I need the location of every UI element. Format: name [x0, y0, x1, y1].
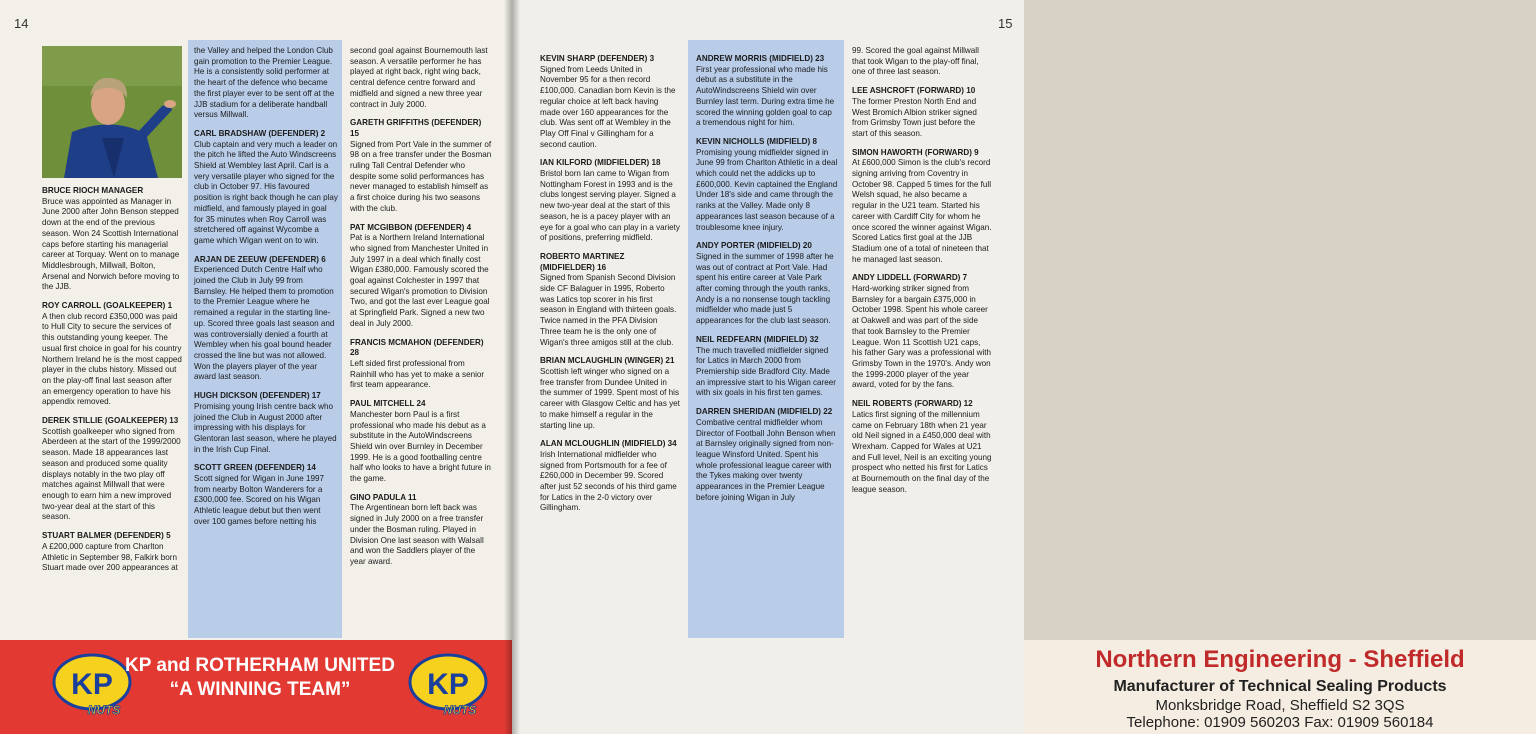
kp-logo-sub: NUTS	[87, 703, 121, 717]
profile-text: Signed from Leeds United in November 95 for a then record £100,000. Canadian born Kevin is the regular choice at left back having made over 160 appearances for the club. Was sent off at Wembley in the Play Off Final v Gillingham for a second caution.	[540, 64, 676, 149]
advert-tagline: Manufacturer of Technical Sealing Products	[1113, 678, 1447, 695]
page-gutter	[504, 0, 520, 734]
left-column-3	[350, 46, 492, 576]
profile-text: Combative central midfielder whom Director of Football John Benson when at Barnsley originally signed from non-league Winsford United. Spent his whole professional league career with the Tykes making over twenty appearances in the Premier League before joining Wigan in July	[696, 417, 836, 502]
profile-text: A then club record £350,000 was paid to Hull City to secure the services of this outstanding young keeper. The usual first choice in goal for his country Northern Ireland he is the most capped player in the clubs history. Missed out on the play-off final last season after an emergency operation to have his appendix removed.	[42, 311, 182, 407]
profile-continued	[194, 46, 338, 121]
kp-slogan-line-2: “A WINNING TEAM”	[169, 679, 351, 700]
profile-name: ARJAN DE ZEEUW (DEFENDER) 6	[194, 254, 326, 264]
profile-name: GINO PADULA 11	[350, 492, 417, 502]
profile-name: NEIL ROBERTS (FORWARD) 12	[852, 399, 973, 409]
profile-name: NEIL REDFEARN (MIDFIELD) 32	[696, 334, 819, 344]
profile-continued	[852, 46, 992, 78]
profile-text: 99. Scored the goal against Millwall that took Wigan to the play-off final, one of three last season.	[852, 46, 979, 77]
profile-text: The former Preston North End and West Bromich Albion striker signed from Grimsby Town just before the start of this season.	[852, 96, 977, 138]
profile-text: Left sided first professional from Rainhill who has yet to make a senior first team appearance.	[350, 358, 485, 390]
profile-text: Latics first signing of the millennium came on February 18th when 21 year old Neil signed in a £450,000 deal with Wrexham. Capped for Wales at U21 and Full level, Neil is an exciting young prospect who netted his first for Latics at Bournemouth on the final day of the league season.	[852, 409, 992, 494]
profile-name: LEE ASHCROFT (FORWARD) 10	[852, 86, 976, 96]
page-number: 14	[14, 16, 29, 31]
profile-text: Scott signed for Wigan in June 1997 from nearby Bolton Wanderers for a £300,000 fee. Scored on his Wigan Athletic league debut but then went over 100 games before netting his	[194, 474, 325, 526]
profile-text: Bruce was appointed as Manager in June 2000 after John Benson stepped down at the end of the previous season. Won 24 Scottish International caps before starting his managerial career at Torquay. Went on to manage Middlesbrough, Millwall, Bolton, Arsenal and Norwich before moving to the JJB.	[42, 196, 180, 292]
profile-text: Signed in the summer of 1998 after he was out of contract at Port Vale. Had spent his entire career at Vale Park after coming through the youth ranks, Andy is a no nonsense tough tackling midfielder who made just 5 appearances for the club last season.	[696, 251, 834, 326]
profile-text: Scottish goalkeeper who signed from Aberdeen at the start of the 1999/2000 season. Made 18 appearances last season and produced some quality displays notably in the two play off matches against Millwall that were enough to earn him a new improved two-year deal at the start of this season.	[42, 426, 181, 522]
profile-text: Pat is a Northern Ireland International who signed from Manchester United in July 1997 in a deal which finally cost Wigan £380,000. Famously scored the goal against Colchester in 1997 that secured Wigan's promotion to Division Two, and got the last ever League goal at Springfield Park. Signed a new two deal in July 2000.	[350, 233, 490, 328]
profile-text: Irish International midfielder who signed from Portsmouth for a fee of £260,000 in December 99. Scored after just 52 seconds of his third game for Latics in the 2-0 victory over Gillingham.	[540, 449, 677, 513]
advert-address: Monksbridge Road, Sheffield S2 3QS	[1155, 697, 1405, 714]
profile-text: Experienced Dutch Centre Half who joined the Club in July 99 from Barnsley. He helped them to promotion to the Premier League where he remained a regular in the starting line-up. Scored three goals last season and was controversially denied a fourth at Wembley when his goal bound header crossed the line but was not allowed. Won the players player of the year award last season.	[194, 265, 335, 382]
right-column-1	[540, 46, 680, 522]
profile-text: Scottish left winger who signed on a free transfer from Dundee United in the summer of 1999. Spent most of his career with Glasgow Celtic and has yet to make himself a regular in the starting line up.	[540, 366, 680, 430]
profile-text: Signed from Port Vale in the summer of 98 on a free transfer under the Bosman ruling Tall Central Defender who despite some solid performances has never managed to establish himself as a first choice during his two seasons with the club.	[350, 139, 492, 213]
profile-name: BRUCE RIOCH MANAGER	[42, 186, 144, 195]
profile-text: the Valley and helped the London Club gain promotion to the Premier League. He is a consistently solid performer at the heart of the defence who became the first player ever to be sent off at the JJB stadium for a deliberate handball versus Millwall.	[194, 46, 335, 120]
profile-text: Hard-working striker signed from Barnsley for a bargain £375,000 in October 1998. Spent his whole career at Oakwell and was part of the side that took Barnsley to the Premier League. Won 11 Scottish U21 caps, his father Gary was a professional with Grimsby Town in the 1970's. Andy won the 1999-2000 player of the year award, voted for by the fans.	[852, 284, 992, 390]
kp-nuts-logo	[408, 652, 488, 718]
profile-text: Promising young Irish centre back who joined the Club in August 2000 after impressing with his displays for Glentoran last season, where he played in the Irish Cup Final.	[194, 401, 337, 454]
profile-name: IAN KILFORD (MIDFIELDER) 18	[540, 158, 661, 168]
profile-name: SCOTT GREEN (DEFENDER) 14	[194, 463, 316, 473]
profile-name: STUART BALMER (DEFENDER) 5	[42, 531, 171, 541]
profile-text: second goal against Bournemouth last season. A versatile performer he has played at right back, right wing back, central defence centre forward and midfield and signed a new three year contract in July 2000.	[350, 46, 488, 109]
profile-text: The much travelled midfielder signed for Latics in March 2000 from Premiership side Bradford City. Made an impressive start to his Wigan career with six goals in his first ten games.	[696, 345, 836, 398]
profile-continued	[350, 46, 492, 110]
kp-logo-letters: KP	[427, 668, 469, 701]
profile-text: Bristol born Ian came to Wigan from Nottingham Forest in 1993 and is the clubs longest serving player. Signed a new two-year deal at the start of this season, he is a pacey player with an eye for a goal who can play in a variety of positions, preferring midfield.	[540, 169, 680, 243]
profile-name: KEVIN NICHOLLS (MIDFIELD) 8	[696, 136, 817, 146]
profile-text: Promising young midfielder signed in June 99 from Charlton Athletic in a deal which could net the addicks up to £600,000. Kevin captained the England Under 18's side and came through the ranks at the Valley. Made only 8 appearances last season because of a troublesome knee injury.	[696, 147, 838, 232]
profile-name: HUGH DICKSON (DEFENDER) 17	[194, 391, 321, 401]
profile-text: The Argentinean born left back was signed in July 2000 on a free transfer under the Bosman ruling. Played in Division One last season with Walsall and won the Saddlers player of the year award.	[350, 503, 484, 566]
profile-name: PAUL MITCHELL 24	[350, 399, 426, 409]
profile-name: ALAN MCLOUGHLIN (MIDFIELD) 34	[540, 439, 677, 449]
page-number: 15	[998, 16, 1013, 31]
profile-name: ROY CARROLL (GOALKEEPER) 1	[42, 301, 173, 311]
right-column-2	[696, 46, 838, 511]
profile-name: DARREN SHERIDAN (MIDFIELD) 22	[696, 407, 833, 417]
profile-name: KEVIN SHARP (DEFENDER) 3	[540, 54, 655, 63]
profile-name: CARL BRADSHAW (DEFENDER) 2	[194, 128, 326, 138]
profile-text: Signed from Spanish Second Division side CF Balaguer in 1995, Roberto was Latics top scorer in his first season in England with thirteen goals. Twice named in the PFA Division Three team he is the only one of Wigan's three amigos still at the club.	[540, 273, 677, 347]
profile-name: FRANCIS MCMAHON (DEFENDER) 28	[350, 337, 484, 358]
kp-slogan-line-1: KP and ROTHERHAM UNITED	[125, 655, 395, 676]
profile-name: ANDY PORTER (MIDFIELD) 20	[696, 241, 812, 251]
right-column-3	[852, 46, 992, 503]
kp-logo-letters: KP	[71, 668, 113, 701]
kp-advert	[0, 640, 512, 734]
profile-text: First year professional who made his debut as a substitute in the AutoWindscreens Shield win over Burnley last term. During extra time he scored the winning golden goal to cap a tremendous night for him.	[696, 64, 835, 128]
profile-text: Manchester born Paul is a first professional who made his debut as a substitute in the AutoWindscreens Shield win over Burnley in December 1999. He is a good footballing centre half who looks to have a bright future in the game.	[350, 409, 491, 484]
advert-title: Northern Engineering - Sheffield	[1095, 646, 1465, 673]
profile-text: Club captain and very much a leader on the pitch he lifted the Auto Windscreens Shield at Wembley last April. Carl is a very versatile player who signed for the club in October 97. His favoured position is right back though he can play midfield, and famously played in goal for 35 minutes when Roy Carroll was stretchered off against Wycombe a game which Wigan went on to win.	[194, 139, 338, 245]
left-column-2	[194, 46, 338, 536]
advert-telephone: Telephone: 01909 560203 Fax: 01909 560184	[1126, 714, 1434, 731]
kp-logo-sub: NUTS	[443, 703, 477, 717]
left-page	[0, 0, 512, 734]
northern-engineering-advert	[1024, 640, 1536, 734]
profile-name: PAT MCGIBBON (DEFENDER) 4	[350, 222, 472, 232]
manager-photo	[42, 46, 182, 178]
left-column-1	[42, 46, 182, 582]
profile-name: DEREK STILLIE (GOALKEEPER) 13	[42, 416, 179, 426]
profile-text: A £200,000 capture from Charlton Athletic in September 98, Falkirk born Stuart made over 200 appearances at	[42, 541, 178, 573]
profile-name: BRIAN MCLAUGHLIN (WINGER) 21	[540, 356, 675, 366]
profile-name: ANDREW MORRIS (MIDFIELD) 23	[696, 54, 825, 63]
right-page	[512, 0, 1465, 734]
profile-name: SIMON HAWORTH (FORWARD) 9	[852, 147, 979, 157]
profile-text: At £600,000 Simon is the club's record signing arriving from Coventry in October 98. Capped 5 times for the full Welsh squad, he also became a regular in the U21 team. Started his career with Cardiff City for whom he once scored the winner against Wigan. Scored Latics first goal at the JJB Stadium one of a total of nineteen that he managed last season.	[852, 158, 992, 264]
profile-name: ROBERTO MARTINEZ (MIDFIELDER) 16	[540, 251, 625, 272]
profile-name: ANDY LIDDELL (FORWARD) 7	[852, 273, 968, 283]
kp-slogan	[120, 654, 400, 703]
profile-name: GARETH GRIFFITHS (DEFENDER) 15	[350, 118, 482, 138]
